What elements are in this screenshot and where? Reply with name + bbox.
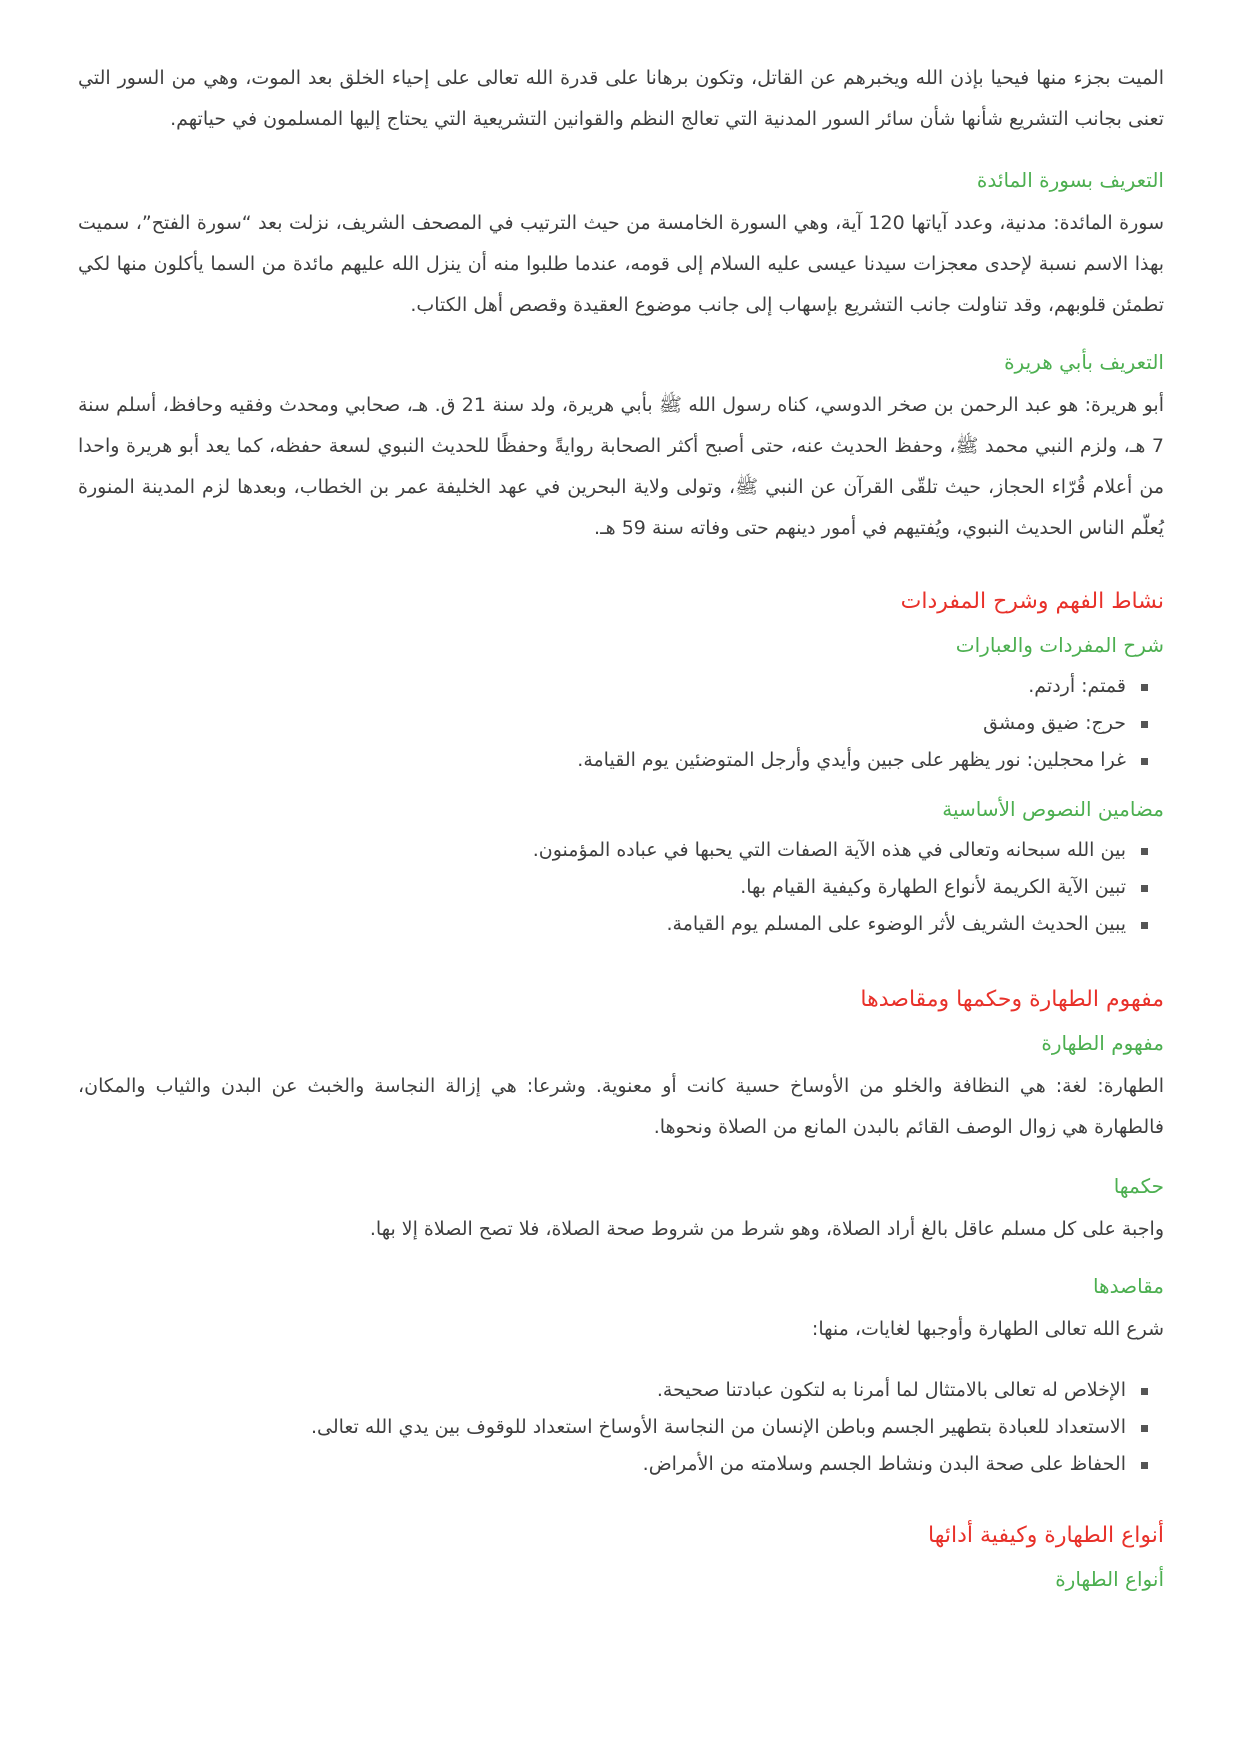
themes-heading: مضامين النصوص الأساسية (942, 797, 1164, 821)
tahara-heading: مفهوم الطهارة وحكمها ومقاصدها (860, 987, 1164, 1012)
vocab-list (78, 668, 1164, 779)
tahara-ruling-heading: حكمها (1113, 1174, 1164, 1198)
theme-item: تبين الآية الكريمة لأنواع الطهارة وكيفية القيام بها. (78, 869, 1148, 906)
vocab-heading: شرح المفردات والعبارات (955, 633, 1164, 657)
vocab-item: قمتم: أردتم. (78, 668, 1148, 705)
types-heading: أنواع الطهارة وكيفية أدائها (928, 1523, 1164, 1548)
maida-paragraph: سورة المائدة: مدنية، وعدد آياتها 120 آية، وهي السورة الخامسة من حيث الترتيب في المصحف الشريف، نزلت بعد “سورة الفتح”، سميت بهذا الاسم نسبة لإحدى معجزات سيدنا عيسى عليه السلام إلى قومه، عندما طلبوا منه أن ينزل الله عليهم مائدة من السما يأكلون منها لكي تطمئن قلوبهم، وقد تناولت جانب التشريع بإسهاب إلى جانب موضوع العقيدة وقصص أهل الكتاب. (78, 212, 1165, 316)
themes-list (78, 832, 1164, 943)
vocab-item: غرا محجلين: نور يظهر على جبين وأيدي وأرجل المتوضئين يوم القيامة. (78, 742, 1148, 779)
tahara-purposes-intro: شرع الله تعالى الطهارة وأوجبها لغايات، منها: (811, 1318, 1164, 1340)
purpose-item: الحفاظ على صحة البدن ونشاط الجسم وسلامته من الأمراض. (78, 1446, 1148, 1483)
purposes-list (78, 1372, 1164, 1483)
vocab-item: حرج: ضيق ومشق (78, 705, 1148, 742)
maida-heading: التعريف بسورة المائدة (976, 168, 1164, 192)
tahara-concept-paragraph: الطهارة: لغة: هي النظافة والخلو من الأوساخ حسية كانت أو معنوية. وشرعا: هي إزالة النجاسة والخبث عن البدن والثياب والمكان، فالطهارة هي زوال الوصف القائم بالبدن المانع من الصلاة ونحوها. (78, 1075, 1164, 1138)
types-sub-heading: أنواع الطهارة (1055, 1567, 1164, 1591)
comprehension-heading: نشاط الفهم وشرح المفردات (900, 589, 1164, 614)
purpose-item: الإخلاص له تعالى بالامتثال لما أمرنا به لتكون عبادتنا صحيحة. (78, 1372, 1148, 1409)
abu-hurayra-heading: التعريف بأبي هريرة (1004, 350, 1164, 374)
tahara-concept-heading: مفهوم الطهارة (1041, 1031, 1164, 1055)
abu-hurayra-paragraph: أبو هريرة: هو عبد الرحمن بن صخر الدوسي، كناه رسول الله ﷺ بأبي هريرة، ولد سنة 21 ق. هـ، صحابي ومحدث وفقيه وحافظ، أسلم سنة 7 هـ، ولزم النبي محمد ﷺ، وحفظ الحديث عنه، حتى أصبح أكثر الصحابة روايةً وحفظًا للحديث النبوي لسعة حفظه، كما يعد أبو هريرة واحدا من أعلام قُرّاء الحجاز، حيث تلقّى القرآن عن النبي ﷺ، وتولى ولاية البحرين في عهد الخليفة عمر بن الخطاب، وبعدها لزم المدينة المنورة يُعلّم الناس الحديث النبوي، ويُفتيهم في أمور دينهم حتى وفاته سنة 59 هـ. (78, 394, 1164, 539)
tahara-ruling-paragraph: واجبة على كل مسلم عاقل بالغ أراد الصلاة، وهو شرط من شروط صحة الصلاة، فلا تصح الصلاة إلا بها. (369, 1218, 1164, 1240)
intro-paragraph: الميت بجزء منها فيحيا بإذن الله ويخبرهم عن القاتل، وتكون برهانا على قدرة الله تعالى على إحياء الخلق بعد الموت، وهي من السور التي تعنى بجانب التشريع شأنها شأن سائر السور المدنية التي تعالج النظم والقوانين التشريعية التي يحتاج إليها المسلمون في حياتهم. (78, 67, 1164, 130)
theme-item: يبين الحديث الشريف لأثر الوضوء على المسلم يوم القيامة. (78, 906, 1148, 943)
theme-item: بين الله سبحانه وتعالى في هذه الآية الصفات التي يحبها في عباده المؤمنون. (78, 832, 1148, 869)
purpose-item: الاستعداد للعبادة بتطهير الجسم وباطن الإنسان من النجاسة الأوساخ استعداد للوقوف بين يدي الله تعالى. (78, 1409, 1148, 1446)
tahara-purposes-heading: مقاصدها (1092, 1274, 1164, 1298)
